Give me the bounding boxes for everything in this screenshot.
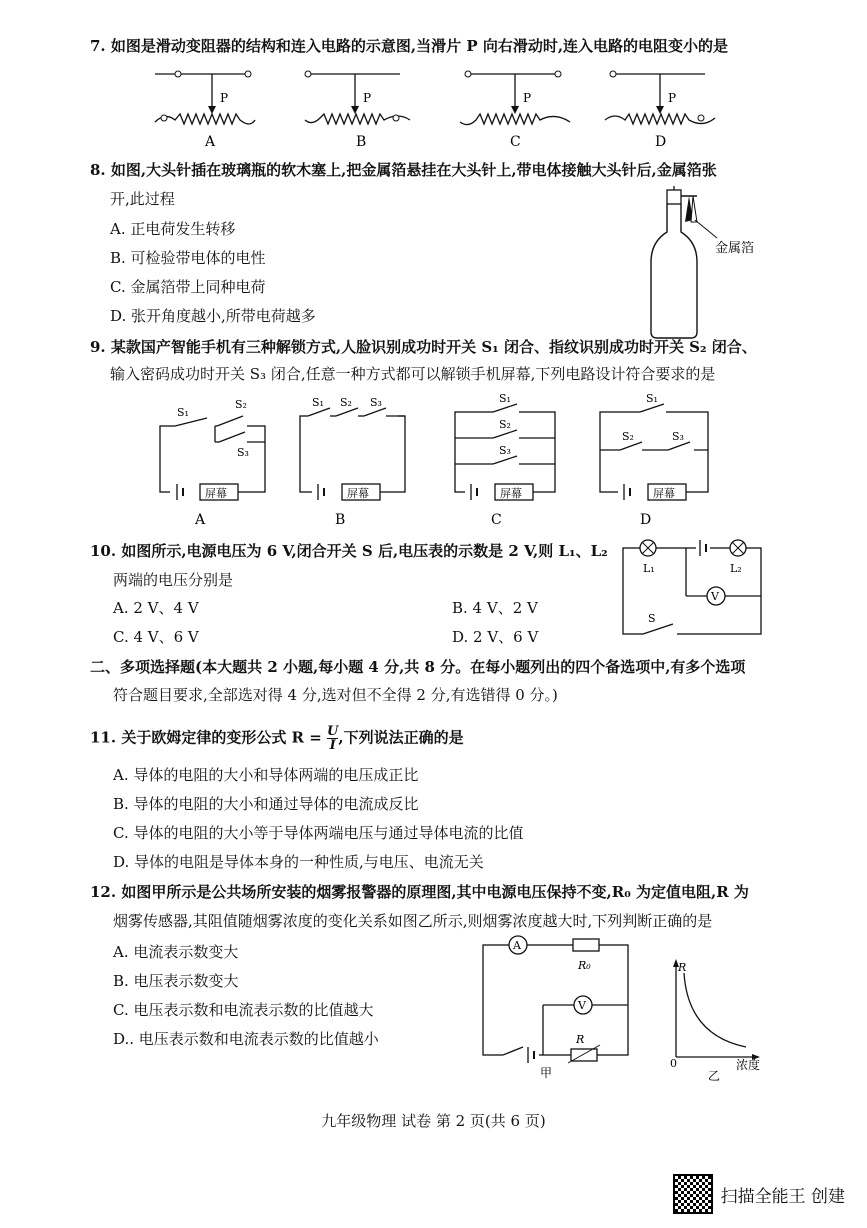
q10-stem-line2: 两端的电压分别是	[113, 571, 234, 589]
svg-text:L₂: L₂	[730, 562, 742, 575]
q7-label-d: D	[655, 134, 667, 150]
svg-text:P: P	[363, 91, 372, 105]
svg-text:S₃: S₃	[370, 396, 382, 409]
q10-stem-line1: 10. 如图所示,电源电压为 6 V,闭合开关 S 后,电压表的示数是 2 V,则 L₁、L₂	[90, 542, 608, 560]
svg-text:V: V	[711, 590, 719, 603]
svg-text:L₁: L₁	[643, 562, 655, 575]
svg-text:R: R	[576, 1033, 585, 1046]
scanner-watermark	[673, 1174, 845, 1214]
q11-frac-num: U	[327, 724, 339, 739]
svg-text:S: S	[648, 612, 656, 625]
q8-option-b: B. 可检验带电体的电性	[110, 249, 266, 267]
section2-line2: 符合题目要求,全部选对得 4 分,选对但不全得 2 分,有选错得 0 分。)	[113, 686, 558, 704]
q7-rheostat-figures	[150, 62, 850, 152]
section2-line1: 二、多项选择题(本大题共 2 小题,每小题 4 分,共 8 分。在每小题列出的四个备选项中,有多个选项	[90, 658, 746, 676]
q7-label-a: A	[205, 134, 216, 150]
q7-label-b: B	[356, 134, 367, 150]
q10-option-d: D. 2 V、6 V	[452, 628, 539, 646]
svg-text:0: 0	[670, 1057, 677, 1070]
q10-option-b: B. 4 V、2 V	[452, 599, 538, 617]
circuit-a	[160, 398, 265, 528]
svg-text:D: D	[640, 512, 652, 528]
svg-text:P: P	[523, 91, 532, 105]
q11-option-d: D. 导体的电阻是导体本身的一种性质,与电压、电流无关	[113, 853, 484, 871]
svg-text:R: R	[678, 961, 687, 974]
svg-text:R₀: R₀	[578, 959, 591, 972]
q12-option-a: A. 电流表示数变大	[113, 943, 239, 961]
q8-foil-label: 金属箔	[715, 241, 755, 256]
svg-text:屏幕: 屏幕	[205, 487, 227, 500]
q8-stem-line1: 8. 如图,大头针插在玻璃瓶的软木塞上,把金属箔悬挂在大头针上,带电体接触大头针后,金属箔张	[90, 161, 717, 179]
circuit-b	[300, 396, 405, 528]
svg-text:浓度: 浓度	[736, 1058, 761, 1072]
q10-option-c: C. 4 V、6 V	[113, 628, 199, 646]
q12-graph-yi	[666, 955, 776, 1083]
svg-text:屏幕: 屏幕	[653, 487, 675, 500]
svg-text:S₁: S₁	[312, 396, 324, 409]
svg-text:C: C	[491, 512, 502, 528]
svg-text:B: B	[335, 512, 346, 528]
q9-stem-line1: 9. 某款国产智能手机有三种解锁方式,人脸识别成功时开关 S₁ 闭合、指纹识别成功时开关 S₂ 闭合、	[90, 338, 757, 356]
q9-stem-line2: 输入密码成功时开关 S₃ 闭合,任意一种方式都可以解锁手机屏幕,下列电路设计符合要求的是	[110, 365, 716, 383]
svg-text:S₃: S₃	[672, 430, 684, 443]
svg-text:S₂: S₂	[499, 418, 511, 431]
svg-text:屏幕: 屏幕	[500, 487, 522, 500]
q8-bottle-figure	[645, 182, 775, 342]
q7-label-c: C	[510, 134, 521, 150]
q11-stem: 11. 关于欧姆定律的变形公式 R = $\frac{U}{I}$ ,下列说法正确的是	[90, 724, 464, 753]
q10-option-a: A. 2 V、4 V	[113, 599, 199, 617]
svg-text:S₂: S₂	[235, 398, 247, 411]
qr-code-icon	[673, 1174, 713, 1214]
q9-circuits	[155, 390, 775, 530]
rheostat-b	[305, 71, 410, 124]
q12-option-d: D.. 电压表示数和电流表示数的比值越小	[113, 1030, 379, 1048]
q7-slider-a: P	[220, 91, 229, 105]
q8-option-d: D. 张开角度越小,所带电荷越多	[110, 307, 316, 325]
q11-option-c: C. 导体的电阻的大小等于导体两端电压与通过导体电流的比值	[113, 824, 524, 842]
circuit-c	[455, 392, 555, 528]
scanner-text: 扫描全能王 创建	[720, 1186, 845, 1207]
svg-text:S₂: S₂	[340, 396, 352, 409]
rheostat-d	[605, 71, 715, 124]
q12-option-c: C. 电压表示数和电流表示数的比值越大	[113, 1001, 374, 1019]
svg-text:屏幕: 屏幕	[347, 487, 369, 500]
q11-option-b: B. 导体的电阻的大小和通过导体的电流成反比	[113, 795, 419, 813]
q12-circuit-jia	[478, 935, 638, 1080]
svg-text:S₂: S₂	[622, 430, 634, 443]
circuit-d	[600, 392, 708, 528]
svg-text:S₁: S₁	[177, 406, 189, 419]
rheostat-a	[155, 71, 255, 124]
svg-text:S₃: S₃	[499, 444, 511, 457]
page-footer: 九年级物理 试卷 第 2 页(共 6 页)	[321, 1112, 546, 1130]
q7-stem: 7. 如图是滑动变阻器的结构和连入电路的示意图,当滑片 P 向右滑动时,连入电路的电阻变小的是	[90, 37, 729, 55]
svg-text:S₁: S₁	[646, 392, 658, 405]
q11-frac-den: I	[329, 738, 336, 753]
q12-option-b: B. 电压表示数变大	[113, 972, 239, 990]
rheostat-c	[460, 71, 570, 125]
svg-text:甲: 甲	[540, 1066, 553, 1080]
q8-option-a: A. 正电荷发生转移	[110, 220, 236, 238]
svg-text:A: A	[195, 512, 206, 528]
q12-stem-line2: 烟雾传感器,其阻值随烟雾浓度的变化关系如图乙所示,则烟雾浓度越大时,下列判断正确的是	[113, 912, 713, 930]
svg-text:S₁: S₁	[499, 392, 511, 405]
q12-stem-line1: 12. 如图甲所示是公共场所安装的烟雾报警器的原理图,其中电源电压保持不变,R₀ 为定值电阻,R 为	[90, 883, 749, 901]
svg-text:S₃: S₃	[237, 446, 249, 459]
q8-stem-line2: 开,此过程	[110, 190, 175, 208]
svg-text:乙: 乙	[708, 1069, 721, 1083]
svg-text:A: A	[513, 939, 521, 952]
svg-text:P: P	[668, 91, 677, 105]
q8-option-c: C. 金属箔带上同种电荷	[110, 278, 266, 296]
q11-option-a: A. 导体的电阻的大小和导体两端的电压成正比	[113, 766, 419, 784]
q10-circuit	[618, 536, 778, 641]
svg-text:V: V	[578, 999, 586, 1012]
